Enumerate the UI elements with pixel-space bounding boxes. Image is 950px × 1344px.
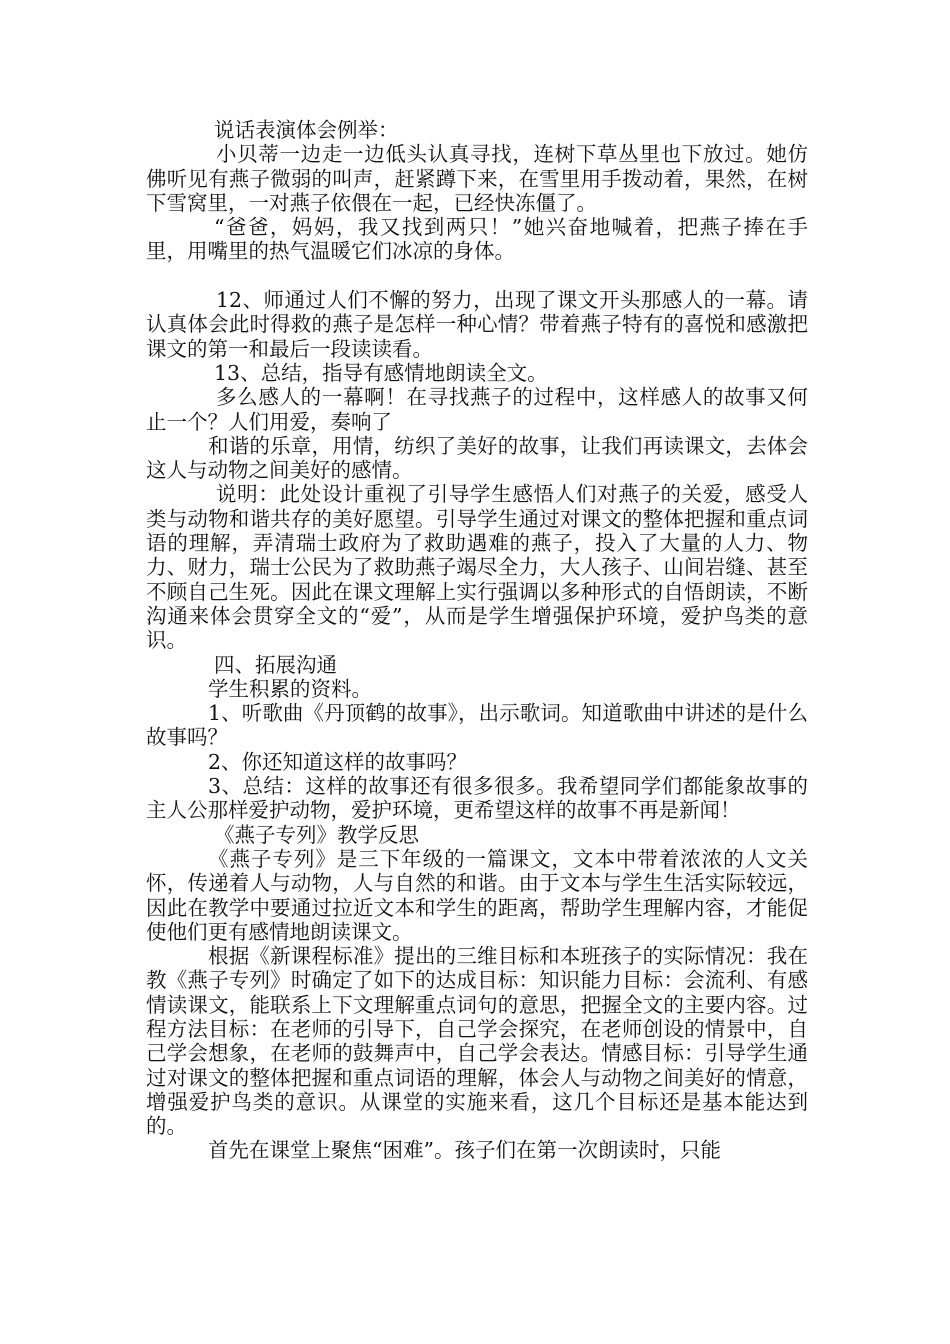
paragraph: 说话表演体会例举：	[214, 118, 399, 142]
paragraph: 13、总结，指导有感情地朗读全文。	[214, 360, 548, 385]
paragraph: 首先在课堂上聚焦“困难”。孩子们在第一次朗读时，只能	[208, 1138, 721, 1163]
paragraph: 学生积累的资料。	[208, 676, 372, 701]
paragraph: 多么感人的一幕啊！在寻找燕子的过程中，这样感人的故事又何止一个？人们用爱，奏响了	[146, 385, 808, 434]
document-page	[146, 118, 808, 1163]
paragraph: 根据《新课程标准》提出的三维目标和本班孩子的实际情况：我在教《燕子专列》时确定了如下的达成目标：知识能力目标：会流利、有感情读课文，能联系上下文理解重点词句的意思，把握全文的主要内容。过程方法目标：在老师的引导下，自己学会探究，在老师创设的情景中，自己学会想象，在老师的鼓舞声中，自己学会表达。情感目标：引导学生通过对课文的整体把握和重点词语的理解，体会人与动物之间美好的情意，增强爱护鸟类的意识。从课堂的实施来看，这几个目标还是基本能达到的。	[146, 944, 808, 1139]
paragraph: 说明：此处设计重视了引导学生感悟人们对燕子的关爱，感受人类与动物和谐共存的美好愿望。引导学生通过对课文的整体把握和重点词语的理解，弄清瑞士政府为了救助遇难的燕子，投入了大量的人力、物力、财力，瑞士公民为了救助燕子竭尽全力，大人孩子、山间岩缝、甚至不顾自己生死。因此在课文理解上实行强调以多种形式的自悟朗读，不断沟通来体会贯穿全文的“爱”，从而是学生增强保护环境，爱护鸟类的意识。	[146, 482, 808, 653]
paragraph: 3、总结：这样的故事还有很多很多。我希望同学们都能象故事的主人公那样爱护动物，爱护环境，更希望这样的故事不再是新闻！	[146, 774, 808, 823]
paragraph: 四、拓展沟通	[214, 652, 337, 677]
paragraph: 《燕子专列》是三下年级的一篇课文，文本中带着浓浓的人文关怀，传递着人与动物，人与自然的和谐。由于文本与学生生活实际较远，因此在教学中要通过拉近文本和学生的距离，帮助学生理解内容，才能促使他们更有感情地朗读课文。	[146, 846, 808, 944]
paragraph: 2、你还知道这样的故事吗？	[208, 749, 468, 774]
blank-line	[146, 264, 808, 288]
paragraph: 和谐的乐章，用情，纺织了美好的故事，让我们再读课文，去体会这人与动物之间美好的感情。	[146, 433, 808, 483]
paragraph: 《燕子专列》教学反思	[214, 822, 419, 847]
paragraph: “爸爸，妈妈，我又找到两只！”她兴奋地喊着，把燕子捧在手里，用嘴里的热气温暖它们冰凉的身体。	[146, 215, 808, 264]
paragraph: 1、听歌曲《丹顶鹤的故事》，出示歌词。知道歌曲中讲述的是什么故事吗？	[146, 701, 808, 750]
paragraph: 小贝蒂一边走一边低头认真寻找，连树下草丛里也下放过。她仿佛听见有燕子微弱的叫声，赶紧蹲下来，在雪里用手拨动着，果然，在树下雪窝里，一对燕子依偎在一起，已经快冻僵了。	[146, 142, 808, 215]
paragraph: 12、师通过人们不懈的努力，出现了课文开头那感人的一幕。请认真体会此时得救的燕子是怎样一种心情？带着燕子特有的喜悦和感激把课文的第一和最后一段读读看。	[146, 288, 808, 361]
